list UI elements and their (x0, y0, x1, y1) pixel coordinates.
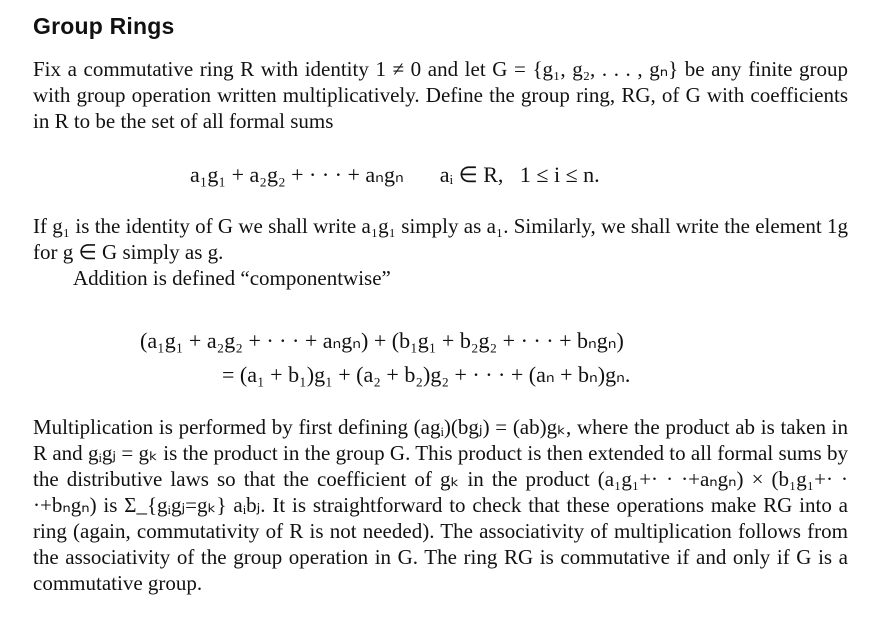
paragraph-multiplication: Multiplication is performed by first defining (agᵢ)(bgⱼ) = (ab)gₖ, where the product ab is taken in R and gᵢgⱼ = gₖ is the product in the group G. This product is then extended to all formal sums by the distributive laws so that the coefficient of gₖ in the product (a₁g₁+· · ·+aₙgₙ) × (b₁g₁+· · ·+bₙgₙ) is Σ_{gᵢgⱼ=gₖ} aᵢbⱼ. It is straightforward to check that these operations make RG into a ring (again, commutativity of R is not needed). The associativity of multiplication follows from the associativity of the group operation in G. The ring RG is commutative if and only if G is a commutative group. (33, 415, 848, 595)
section-heading: Group Rings (33, 13, 175, 39)
formal-sum-expression: a₁g₁ + a₂g₂ + · · · + aₙgₙ (190, 162, 404, 187)
paragraph-notation (33, 213, 848, 291)
paragraph-definition: Fix a commutative ring R with identity 1 ≠ 0 and let G = {g₁, g₂, . . . , gₙ} be any finite group with group operation written multiplicatively. Define the group ring, RG, of G with coefficients in R to be the set of all formal sums (33, 57, 848, 133)
coefficient-condition: aᵢ ∈ R, (439, 162, 504, 187)
index-condition: 1 ≤ i ≤ n. (519, 162, 600, 187)
equation-addition-lhs: (a₁g₁ + a₂g₂ + · · · + aₙgₙ) + (b₁g₁ + b₂g₂ + · · · + bₙgₙ) (140, 328, 624, 353)
equation-addition-rhs: = (a₁ + b₁)g₁ + (a₂ + b₂)g₂ + · · · + (aₙ + bₙ)gₙ. (222, 362, 631, 387)
addition-intro: Addition is defined “componentwise” (73, 266, 391, 290)
notation-text: If g₁ is the identity of G we shall write a₁g₁ simply as a₁. Similarly, we shall write the element 1g for g ∈ G simply as g. (33, 214, 848, 264)
equation-formal-sum (190, 162, 600, 188)
